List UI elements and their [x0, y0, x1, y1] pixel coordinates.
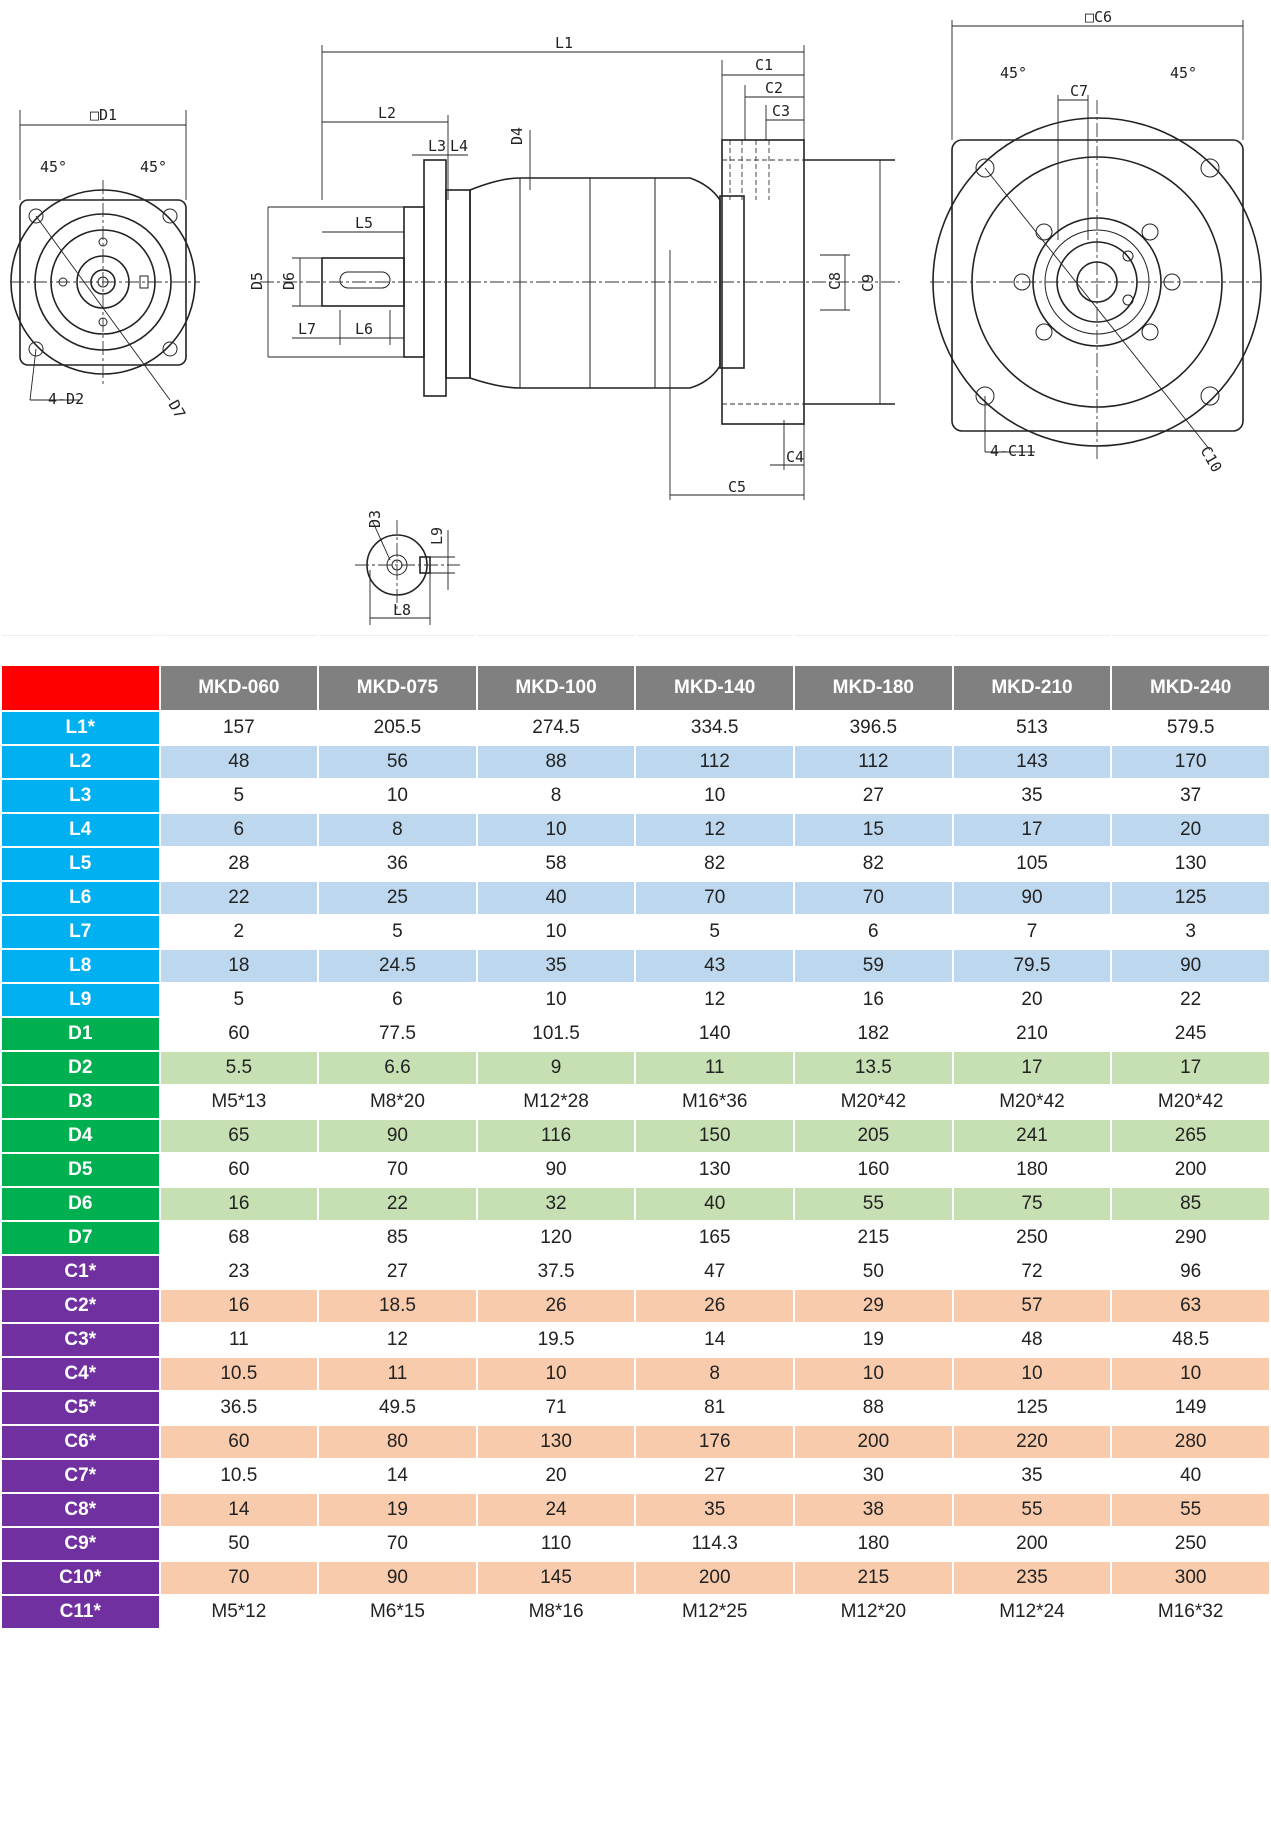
- table-cell: 12: [704, 989, 726, 1010]
- table-cell: 50: [228, 1533, 250, 1554]
- table-cell: 334.5: [690, 717, 739, 738]
- table-cell: 8: [636, 1358, 793, 1390]
- table-row: [2, 1120, 1269, 1152]
- table-row: [2, 1358, 1269, 1390]
- table-cell: 8: [550, 785, 562, 806]
- table-cell: 10: [795, 1358, 952, 1390]
- table-cell: 22: [319, 1188, 476, 1220]
- dimension-table: [0, 633, 1271, 1630]
- row-label: L1*: [2, 712, 159, 744]
- table-cell: 29: [795, 1290, 952, 1322]
- table-row: [2, 1052, 1269, 1084]
- table-cell: 3: [1185, 921, 1196, 942]
- table-cell: M12*25: [681, 1601, 748, 1622]
- model-header: MKD-100: [478, 666, 635, 710]
- row-label: C2*: [2, 1290, 159, 1322]
- table-cell: 19: [862, 1329, 884, 1350]
- table-row: [2, 1596, 1269, 1628]
- model-header: MKD-075: [319, 666, 476, 710]
- table-cell: M20*42: [840, 1091, 907, 1112]
- table-cell: 125: [1016, 1397, 1048, 1418]
- model-header: MKD-210: [954, 666, 1111, 710]
- table-cell: 11: [319, 1358, 476, 1390]
- table-cell: 149: [1174, 1397, 1207, 1418]
- table-cell: 22: [161, 882, 318, 914]
- table-cell: 15: [795, 814, 952, 846]
- table-cell: 116: [478, 1120, 635, 1152]
- table-cell: 101.5: [532, 1023, 580, 1044]
- model-header: MKD-140: [636, 666, 793, 710]
- table-cell: 88: [478, 746, 635, 778]
- table-cell: 40: [478, 882, 635, 914]
- table-cell: 55: [795, 1188, 952, 1220]
- table-cell: M12*20: [840, 1601, 907, 1622]
- table-row: [2, 984, 1269, 1016]
- table-row: [2, 882, 1269, 914]
- table-cell: 10: [478, 814, 635, 846]
- table-cell: 27: [386, 1261, 408, 1282]
- row-label: L8: [2, 950, 159, 982]
- table-cell: 59: [795, 950, 952, 982]
- table-cell: 63: [1112, 1290, 1269, 1322]
- table-cell: 24: [478, 1494, 635, 1526]
- label-L1: L1: [555, 34, 574, 52]
- table-cell: 265: [1112, 1120, 1269, 1152]
- table-cell: 205: [795, 1120, 952, 1152]
- table-cell: 17: [954, 1052, 1111, 1084]
- table-cell: 80: [319, 1426, 476, 1458]
- table-cell: M20*42: [1157, 1091, 1224, 1112]
- table-cell: 32: [478, 1188, 635, 1220]
- table-cell: 170: [1112, 746, 1269, 778]
- table-cell: 43: [636, 950, 793, 982]
- table-cell: 130: [478, 1426, 635, 1458]
- row-label: D1: [2, 1018, 159, 1050]
- table-cell: 10.5: [220, 1465, 258, 1486]
- label-D5: D5: [248, 271, 266, 290]
- table-cell: 280: [1112, 1426, 1269, 1458]
- row-label: L9: [2, 984, 159, 1016]
- table-cell: 70: [161, 1562, 318, 1594]
- table-cell: 35: [1021, 1465, 1043, 1486]
- side-view: [248, 34, 900, 500]
- table-cell: 70: [386, 1533, 408, 1554]
- label-C1: C1: [755, 56, 774, 74]
- label-L7: L7: [298, 320, 317, 338]
- table-cell: 6: [868, 921, 879, 942]
- table-cell: 235: [954, 1562, 1111, 1594]
- table-cell: 26: [636, 1290, 793, 1322]
- table-cell: 55: [1112, 1494, 1269, 1526]
- table-cell: M12*28: [523, 1091, 589, 1112]
- row-label: D7: [2, 1222, 159, 1254]
- table-cell: 16: [161, 1188, 318, 1220]
- table-header-row: [2, 666, 1269, 710]
- label-D2: 4-D2: [48, 390, 85, 408]
- label-L4: L4: [450, 137, 469, 155]
- table-row: [2, 712, 1269, 744]
- label-C6: □C6: [1085, 8, 1113, 26]
- table-cell: 140: [698, 1023, 731, 1044]
- table-cell: 105: [1016, 853, 1048, 874]
- table-cell: 5: [233, 785, 245, 806]
- model-header: MKD-060: [161, 666, 318, 710]
- table-cell: 71: [545, 1397, 567, 1418]
- label-C3: C3: [772, 102, 791, 120]
- row-label: L5: [2, 848, 159, 880]
- table-cell: 60: [161, 1426, 318, 1458]
- table-cell: 70: [636, 882, 793, 914]
- table-cell: 22: [1180, 989, 1202, 1010]
- label-D4: D4: [508, 126, 526, 145]
- table-cell: 114.3: [691, 1533, 738, 1554]
- label-D7: D7: [164, 397, 190, 422]
- row-label: L7: [2, 916, 159, 948]
- table-cell: M16*36: [681, 1091, 748, 1112]
- row-label: D5: [2, 1154, 159, 1186]
- table-cell: 250: [1016, 1227, 1048, 1248]
- table-cell: 50: [862, 1261, 884, 1282]
- row-label: C8*: [2, 1494, 159, 1526]
- table-row: [2, 848, 1269, 880]
- table-cell: 20: [545, 1465, 567, 1486]
- table-row: [2, 1188, 1269, 1220]
- table-cell: 160: [857, 1159, 890, 1180]
- row-label: D2: [2, 1052, 159, 1084]
- model-header: MKD-240: [1112, 666, 1269, 710]
- table-cell: 12: [636, 814, 793, 846]
- table-cell: 48: [161, 746, 318, 778]
- table-cell: 85: [386, 1227, 408, 1248]
- table-cell: 37: [1180, 785, 1202, 806]
- table-cell: 180: [857, 1533, 890, 1554]
- label-C11: 4-C11: [990, 442, 1036, 460]
- table-cell: 8: [319, 814, 476, 846]
- table-row: [2, 1256, 1269, 1288]
- shaft-end-detail: [355, 510, 460, 625]
- table-cell: 90: [545, 1159, 567, 1180]
- table-cell: 165: [698, 1227, 731, 1248]
- table-cell: 58: [545, 853, 567, 874]
- table-row: [2, 1018, 1269, 1050]
- table-cell: 56: [319, 746, 476, 778]
- table-cell: 6: [392, 989, 403, 1010]
- table-cell: 14: [161, 1494, 318, 1526]
- table-cell: 19.5: [537, 1329, 575, 1350]
- table-cell: M16*32: [1157, 1601, 1224, 1622]
- table-cell: M6*15: [369, 1601, 425, 1622]
- table-cell: 90: [319, 1562, 476, 1594]
- table-cell: 513: [1016, 717, 1048, 738]
- table-cell: 2: [233, 921, 245, 942]
- table-cell: 10: [545, 921, 567, 942]
- table-cell: 90: [319, 1120, 476, 1152]
- table-corner-cell: [2, 666, 159, 710]
- row-label: L2: [2, 746, 159, 778]
- table-cell: 215: [795, 1562, 952, 1594]
- table-cell: 36: [386, 853, 408, 874]
- table-cell: 5: [233, 989, 245, 1010]
- row-label: C7*: [2, 1460, 159, 1492]
- label-C10: C10: [1196, 443, 1226, 476]
- table-cell: 85: [1112, 1188, 1269, 1220]
- table-row: [2, 1460, 1269, 1492]
- table-cell: 16: [161, 1290, 318, 1322]
- output-end-view: [10, 106, 200, 422]
- table-cell: 6.6: [319, 1052, 476, 1084]
- table-cell: 11: [636, 1052, 793, 1084]
- table-cell: M5*12: [211, 1601, 267, 1622]
- table-row: [2, 1222, 1269, 1254]
- table-cell: 110: [540, 1533, 572, 1554]
- row-label: C5*: [2, 1392, 159, 1424]
- table-cell: 72: [1021, 1261, 1043, 1282]
- table-cell: 36.5: [220, 1397, 258, 1418]
- table-cell: M8*20: [369, 1091, 425, 1112]
- table-cell: 48.5: [1172, 1329, 1210, 1350]
- label-C7: C7: [1070, 82, 1089, 100]
- table-cell: 27: [704, 1465, 726, 1486]
- row-label: C6*: [2, 1426, 159, 1458]
- table-cell: 241: [954, 1120, 1111, 1152]
- table-cell: 18.5: [319, 1290, 476, 1322]
- label-L8: L8: [393, 601, 412, 619]
- model-header: MKD-180: [795, 666, 952, 710]
- table-cell: 82: [704, 853, 726, 874]
- table-cell: 250: [1174, 1533, 1207, 1554]
- table-cell: 245: [1174, 1023, 1207, 1044]
- table-row: [2, 1528, 1269, 1560]
- table-cell: M5*13: [211, 1091, 267, 1112]
- table-cell: 200: [1016, 1533, 1048, 1554]
- table-row: [2, 916, 1269, 948]
- table-row: [2, 746, 1269, 778]
- row-label: C4*: [2, 1358, 159, 1390]
- table-cell: M20*42: [999, 1091, 1065, 1112]
- table-row: [2, 780, 1269, 812]
- table-cell: 10.5: [161, 1358, 318, 1390]
- row-label: C10*: [2, 1562, 159, 1594]
- table-cell: 200: [1174, 1159, 1207, 1180]
- table-row: [2, 950, 1269, 982]
- label-D3: D3: [366, 509, 384, 528]
- label-45-left: 45°: [40, 158, 68, 176]
- table-cell: 70: [386, 1159, 408, 1180]
- table-cell: 150: [636, 1120, 793, 1152]
- table-row: [2, 1494, 1269, 1526]
- table-cell: 90: [1112, 950, 1269, 982]
- table-cell: 55: [954, 1494, 1111, 1526]
- row-label: D4: [2, 1120, 159, 1152]
- table-cell: 10: [386, 785, 408, 806]
- table-cell: 130: [1174, 853, 1207, 874]
- table-cell: 220: [954, 1426, 1111, 1458]
- table-cell: 176: [636, 1426, 793, 1458]
- table-cell: 9: [478, 1052, 635, 1084]
- row-label: C9*: [2, 1528, 159, 1560]
- table-row: [2, 1086, 1269, 1118]
- table-cell: 30: [862, 1465, 884, 1486]
- table-cell: 200: [636, 1562, 793, 1594]
- label-C2: C2: [765, 79, 784, 97]
- table-cell: 40: [1180, 1465, 1202, 1486]
- table-cell: 10: [478, 1358, 635, 1390]
- table-cell: 26: [478, 1290, 635, 1322]
- table-cell: 182: [857, 1023, 890, 1044]
- table-cell: 60: [228, 1023, 250, 1044]
- table-cell: 77.5: [378, 1023, 416, 1044]
- table-cell: 112: [636, 746, 793, 778]
- label-D6: D6: [280, 271, 298, 290]
- table-cell: 300: [1112, 1562, 1269, 1594]
- row-label: C1*: [2, 1256, 159, 1288]
- table-row: [2, 1392, 1269, 1424]
- table-cell: 81: [704, 1397, 726, 1418]
- table-cell: 16: [862, 989, 884, 1010]
- table-cell: M8*16: [528, 1601, 584, 1622]
- table-cell: 35: [478, 950, 635, 982]
- table-row: [2, 1562, 1269, 1594]
- row-label: L3: [2, 780, 159, 812]
- table-cell: 57: [954, 1290, 1111, 1322]
- table-cell: 24.5: [319, 950, 476, 982]
- label-45-d: 45°: [1170, 64, 1198, 82]
- table-row: [2, 1154, 1269, 1186]
- row-label: L6: [2, 882, 159, 914]
- table-spacer-row: [2, 635, 1269, 664]
- table-cell: 10: [954, 1358, 1111, 1390]
- table-cell: 143: [954, 746, 1111, 778]
- row-label: D3: [2, 1086, 159, 1118]
- table-cell: 12: [386, 1329, 408, 1350]
- table-cell: 13.5: [795, 1052, 952, 1084]
- table-cell: 130: [698, 1159, 731, 1180]
- label-L9: L9: [428, 526, 446, 545]
- table-cell: 5: [392, 921, 403, 942]
- table-row: [2, 1290, 1269, 1322]
- label-C5: C5: [728, 478, 747, 496]
- label-45-c: 45°: [1000, 64, 1028, 82]
- table-cell: 17: [1112, 1052, 1269, 1084]
- label-L5: L5: [355, 214, 374, 232]
- row-label: D6: [2, 1188, 159, 1220]
- table-cell: 5: [709, 921, 720, 942]
- table-cell: 96: [1180, 1261, 1202, 1282]
- table-cell: 290: [1174, 1227, 1207, 1248]
- table-cell: 14: [386, 1465, 408, 1486]
- label-45-right: 45°: [140, 158, 168, 176]
- table-cell: 18: [161, 950, 318, 982]
- table-cell: 60: [228, 1159, 250, 1180]
- table-cell: 68: [228, 1227, 250, 1248]
- table-cell: 125: [1112, 882, 1269, 914]
- table-cell: 65: [161, 1120, 318, 1152]
- table-cell: 7: [1026, 921, 1038, 942]
- table-cell: 274.5: [532, 717, 580, 738]
- table-cell: 157: [222, 717, 255, 738]
- label-C9: C9: [859, 273, 877, 292]
- table-cell: 75: [954, 1188, 1111, 1220]
- row-label: C3*: [2, 1324, 159, 1356]
- table-cell: 20: [1021, 989, 1043, 1010]
- table-cell: 10: [545, 989, 567, 1010]
- row-label: C11*: [2, 1596, 159, 1628]
- table-cell: 47: [704, 1261, 726, 1282]
- table-cell: 70: [795, 882, 952, 914]
- table-cell: 112: [795, 746, 952, 778]
- table-cell: 120: [540, 1227, 572, 1248]
- table-cell: 88: [862, 1397, 884, 1418]
- label-L2: L2: [378, 104, 397, 122]
- table-cell: 200: [795, 1426, 952, 1458]
- table-cell: 25: [319, 882, 476, 914]
- table-cell: 205.5: [373, 717, 422, 738]
- table-row: [2, 1426, 1269, 1458]
- technical-drawing: [0, 0, 1271, 635]
- table-cell: 10: [1112, 1358, 1269, 1390]
- table-cell: 180: [1016, 1159, 1048, 1180]
- table-cell: 11: [228, 1329, 249, 1350]
- table-cell: 17: [954, 814, 1111, 846]
- label-L6: L6: [355, 320, 374, 338]
- table-cell: 210: [1016, 1023, 1048, 1044]
- label-C4: C4: [786, 448, 805, 466]
- table-cell: 79.5: [954, 950, 1111, 982]
- table-cell: 579.5: [1166, 717, 1215, 738]
- row-label: L4: [2, 814, 159, 846]
- table-row: [2, 814, 1269, 846]
- label-L3: L3: [428, 137, 447, 155]
- table-cell: 145: [478, 1562, 635, 1594]
- table-cell: 82: [862, 853, 884, 874]
- table-cell: 396.5: [849, 717, 898, 738]
- table-cell: 27: [862, 785, 884, 806]
- table-cell: 19: [319, 1494, 476, 1526]
- table-cell: 20: [1112, 814, 1269, 846]
- table-cell: 37.5: [537, 1261, 575, 1282]
- table-cell: 49.5: [378, 1397, 416, 1418]
- label-D1: □D1: [90, 106, 118, 124]
- table-cell: 48: [1021, 1329, 1043, 1350]
- table-row: [2, 1324, 1269, 1356]
- table-cell: 5.5: [161, 1052, 318, 1084]
- table-cell: 40: [636, 1188, 793, 1220]
- table-cell: 38: [795, 1494, 952, 1526]
- table-cell: 23: [228, 1261, 250, 1282]
- table-cell: 35: [1021, 785, 1043, 806]
- table-cell: 35: [636, 1494, 793, 1526]
- table-cell: 90: [954, 882, 1111, 914]
- table-cell: 6: [161, 814, 318, 846]
- table-cell: 215: [857, 1227, 890, 1248]
- label-C8: C8: [826, 271, 844, 290]
- input-end-view: [930, 8, 1261, 475]
- table-cell: 14: [704, 1329, 726, 1350]
- table-cell: 10: [704, 785, 726, 806]
- table-body: [2, 712, 1269, 1628]
- table-cell: M12*24: [999, 1601, 1065, 1622]
- table-cell: 28: [228, 853, 250, 874]
